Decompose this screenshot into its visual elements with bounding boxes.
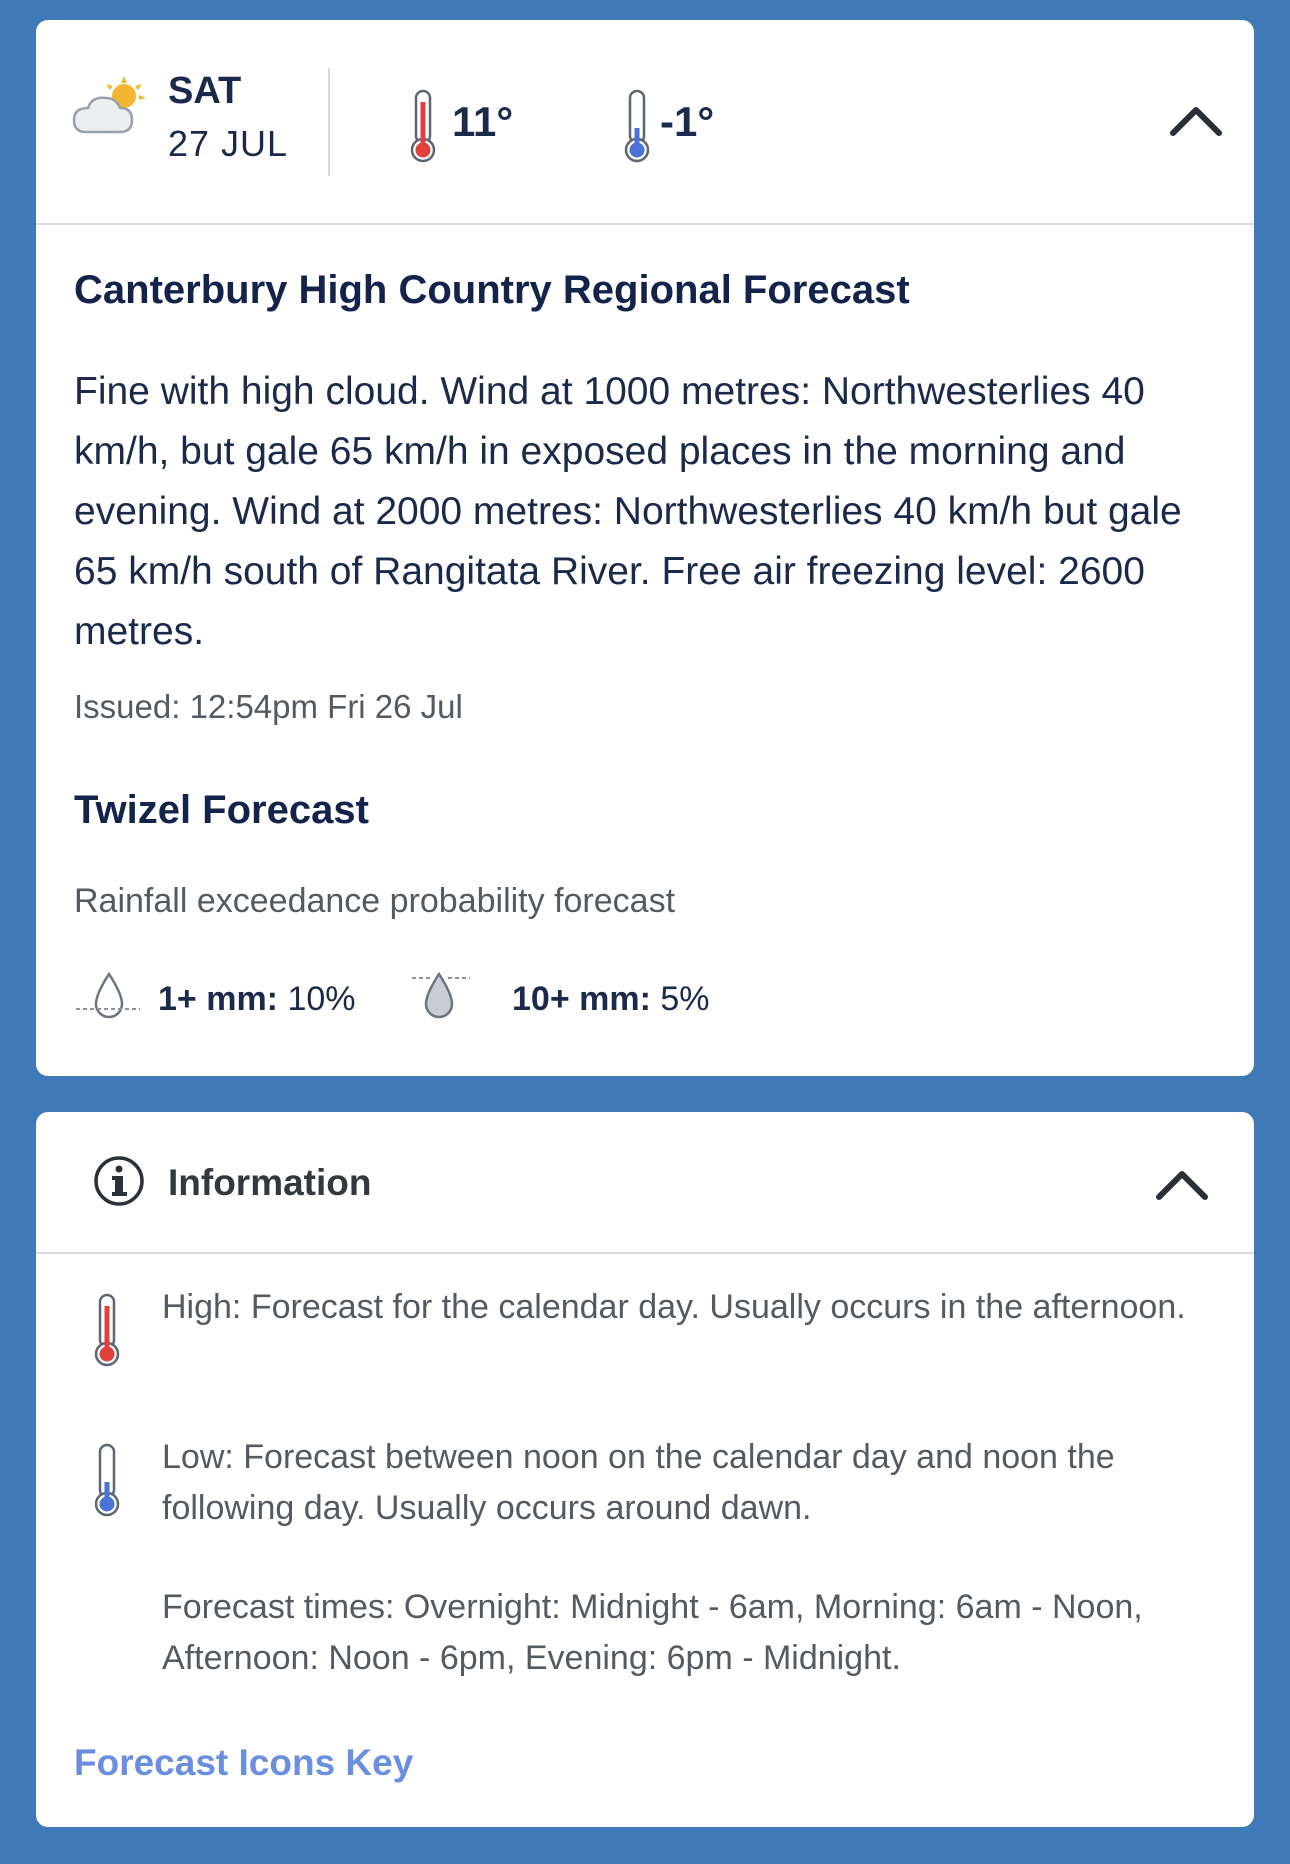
info-icon [92, 1154, 146, 1208]
low-explanation: Low: Forecast between noon on the calendar day and noon the following day. Usually occurs around dawn. [162, 1438, 1115, 1527]
rain-threshold-label: 1+ mm: [158, 980, 278, 1018]
thermometer-low-icon [90, 1442, 124, 1518]
thermometer-high-icon [90, 1292, 124, 1368]
regional-forecast-title: Canterbury High Country Regional Forecast [74, 268, 910, 312]
rain-threshold-label: 10+ mm: [512, 980, 651, 1018]
chevron-up-icon[interactable] [1168, 104, 1224, 138]
chevron-up-icon[interactable] [1154, 1168, 1210, 1202]
rainfall-subtitle: Rainfall exceedance probability forecast [74, 882, 676, 920]
regional-forecast-text: Fine with high cloud. Wind at 1000 metres: Northwesterlies 40 km/h, but gale 65 km/h in exposed places in the morning and evening. Wind at 2000 metres: Northwesterlies 40 km/h but gale 65 km/h south of Rangitata River. Free air freezing level: 2600 metres. [74, 370, 1182, 653]
daily-forecast-card [36, 20, 1254, 1076]
divider [328, 68, 330, 176]
information-card [36, 1112, 1254, 1827]
raindrop-filled-icon [412, 968, 482, 1028]
information-header[interactable] [36, 1112, 1254, 1254]
rain-probability-value: 10% [287, 980, 356, 1018]
forecast-times-explanation: Forecast times: Overnight: Midnight - 6am, Morning: 6am - Noon, Afternoon: Noon - 6pm, Evening: 6pm - Midnight. [162, 1588, 1143, 1677]
high-explanation: High: Forecast for the calendar day. Usually occurs in the afternoon. [162, 1288, 1186, 1326]
rain-probability-value: 5% [660, 980, 710, 1018]
day-header[interactable] [36, 20, 1254, 225]
forecast-icons-key-link[interactable]: Forecast Icons Key [74, 1742, 414, 1783]
issued-timestamp: Issued: 12:54pm Fri 26 Jul [74, 688, 463, 725]
low-temperature: -1° [660, 98, 715, 145]
partly-cloudy-icon [72, 74, 152, 144]
thermometer-low-icon [620, 88, 654, 164]
information-title: Information [168, 1162, 372, 1203]
high-temperature: 11° [452, 98, 514, 145]
day-name: SAT [168, 70, 242, 112]
local-forecast-title: Twizel Forecast [74, 788, 369, 832]
day-date: 27 JUL [168, 123, 289, 164]
raindrop-icon [76, 968, 146, 1028]
thermometer-high-icon [406, 88, 440, 164]
